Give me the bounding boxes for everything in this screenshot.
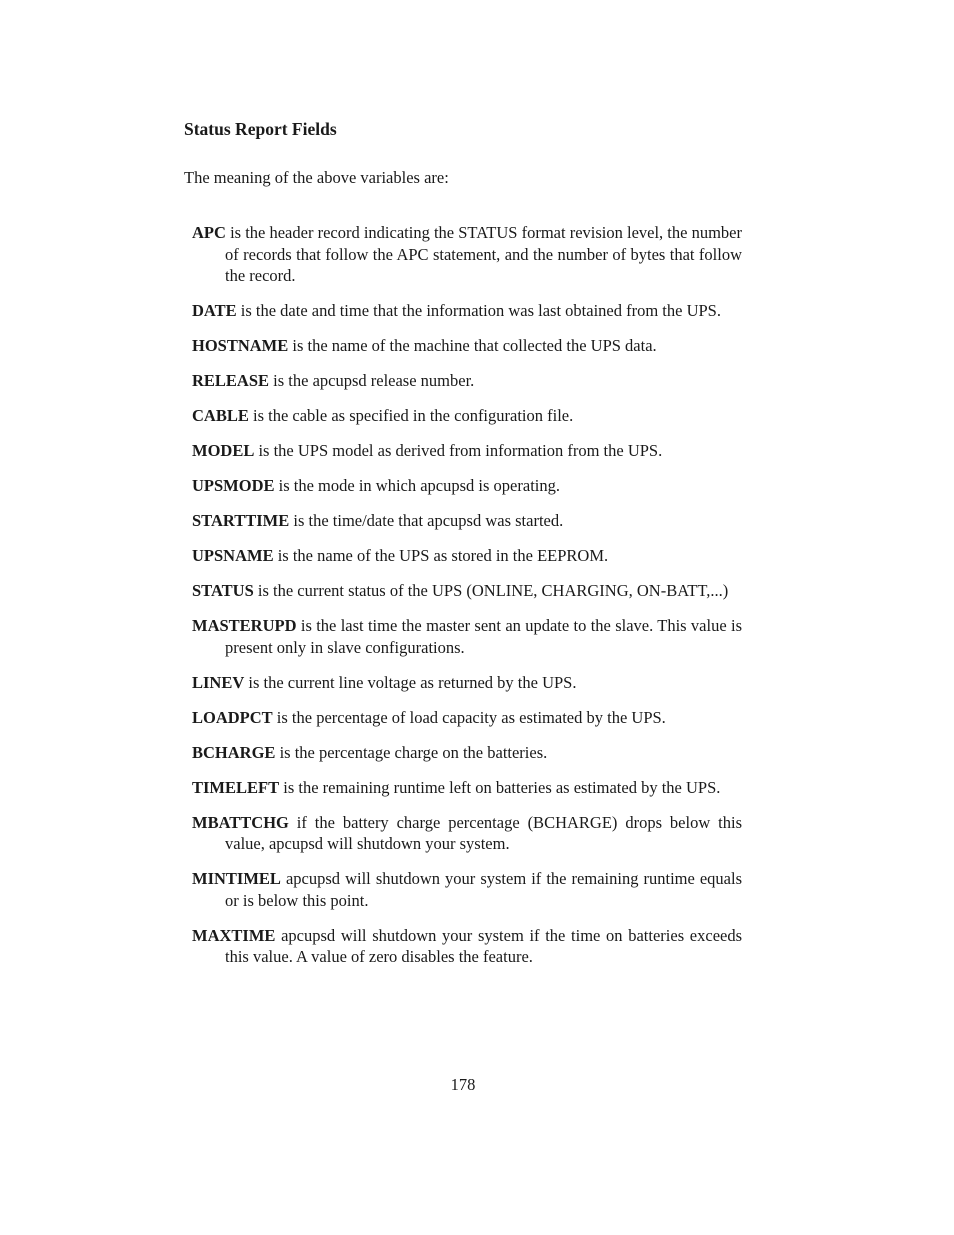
definition-text: is the current line voltage as returned by the UPS.	[248, 672, 577, 692]
definition-text: is the apcupsd release number.	[273, 371, 475, 390]
definition-text: is the UPS model as derived from information from the UPS.	[258, 441, 663, 460]
definition-term: MODEL	[192, 441, 255, 460]
definition-text: is the name of the UPS as stored in the EEPROM.	[277, 546, 609, 565]
definition-item-date	[192, 300, 742, 322]
definition-list	[192, 222, 742, 981]
definition-term: LOADPCT	[192, 707, 273, 727]
definition-text: apcupsd will shutdown your system if the remaining runtime equals or is below this point.	[225, 869, 743, 910]
definition-text: is the percentage charge on the batteries.	[279, 742, 548, 762]
definition-item-upsname	[192, 545, 742, 567]
definition-text: is the percentage of load capacity as estimated by the UPS.	[276, 707, 666, 727]
definition-text: is the header record indicating the STATUS format revision level, the number of records that follow the APC statement, and the number of bytes that follow the record.	[225, 223, 742, 285]
definition-item-linev	[192, 672, 742, 694]
definition-text: if the battery charge percentage (BCHARGE) drops below this value, apcupsd will shutdown your system.	[225, 812, 742, 853]
definition-text: is the mode in which apcupsd is operating.	[278, 476, 560, 495]
definition-item-release	[192, 370, 742, 392]
definition-term: RELEASE	[192, 371, 270, 390]
definition-text: is the remaining runtime left on batteries as estimated by the UPS.	[283, 777, 721, 797]
definition-term: MINTIMEL	[192, 869, 281, 888]
definition-term: BCHARGE	[192, 742, 276, 762]
definition-term: MBATTCHG	[192, 812, 289, 832]
definition-text: is the time/date that apcupsd was started.	[293, 511, 564, 530]
definition-text: is the date and time that the information was last obtained from the UPS.	[240, 301, 721, 320]
intro-paragraph: The meaning of the above variables are:	[184, 168, 449, 187]
definition-term: HOSTNAME	[192, 336, 289, 355]
definition-term: MASTERUPD	[192, 616, 297, 635]
definition-term: DATE	[192, 301, 237, 320]
page-number: 178	[450, 1075, 476, 1094]
definition-item-timeleft	[192, 777, 742, 799]
definition-text: apcupsd will shutdown your system if the time on batteries exceeds this value. A value of zero disables the feature.	[225, 925, 743, 966]
definition-item-mbattchg	[192, 812, 742, 855]
definition-item-cable	[192, 405, 742, 427]
definition-item-starttime	[192, 510, 742, 532]
definition-text: is the last time the master sent an update to the slave. This value is present only in slave configurations.	[225, 616, 743, 657]
definition-item-model	[192, 440, 742, 462]
definition-text: is the current status of the UPS (ONLINE, CHARGING, ON-BATT,...)	[257, 581, 729, 600]
definition-item-status	[192, 580, 742, 602]
definition-item-bcharge	[192, 742, 742, 764]
definition-item-apc	[192, 222, 742, 287]
definition-term: TIMELEFT	[192, 777, 280, 797]
definition-item-hostname	[192, 335, 742, 357]
definition-term: CABLE	[192, 406, 249, 425]
definition-item-masterupd	[192, 615, 742, 658]
definition-term: STATUS	[192, 581, 254, 600]
definition-term: LINEV	[192, 672, 245, 692]
definition-item-upsmode	[192, 475, 742, 497]
definition-item-mintimel	[192, 868, 742, 911]
definition-text: is the cable as specified in the configuration file.	[252, 406, 574, 425]
definition-term: UPSNAME	[192, 546, 274, 565]
definition-term: APC	[192, 223, 226, 242]
definition-item-maxtime	[192, 925, 742, 968]
definition-term: UPSMODE	[192, 476, 275, 495]
definition-item-loadpct	[192, 707, 742, 729]
section-title: Status Report Fields	[184, 119, 337, 139]
definition-term: STARTTIME	[192, 511, 290, 530]
definition-term: MAXTIME	[192, 925, 276, 945]
definition-text: is the name of the machine that collected the UPS data.	[292, 336, 657, 355]
